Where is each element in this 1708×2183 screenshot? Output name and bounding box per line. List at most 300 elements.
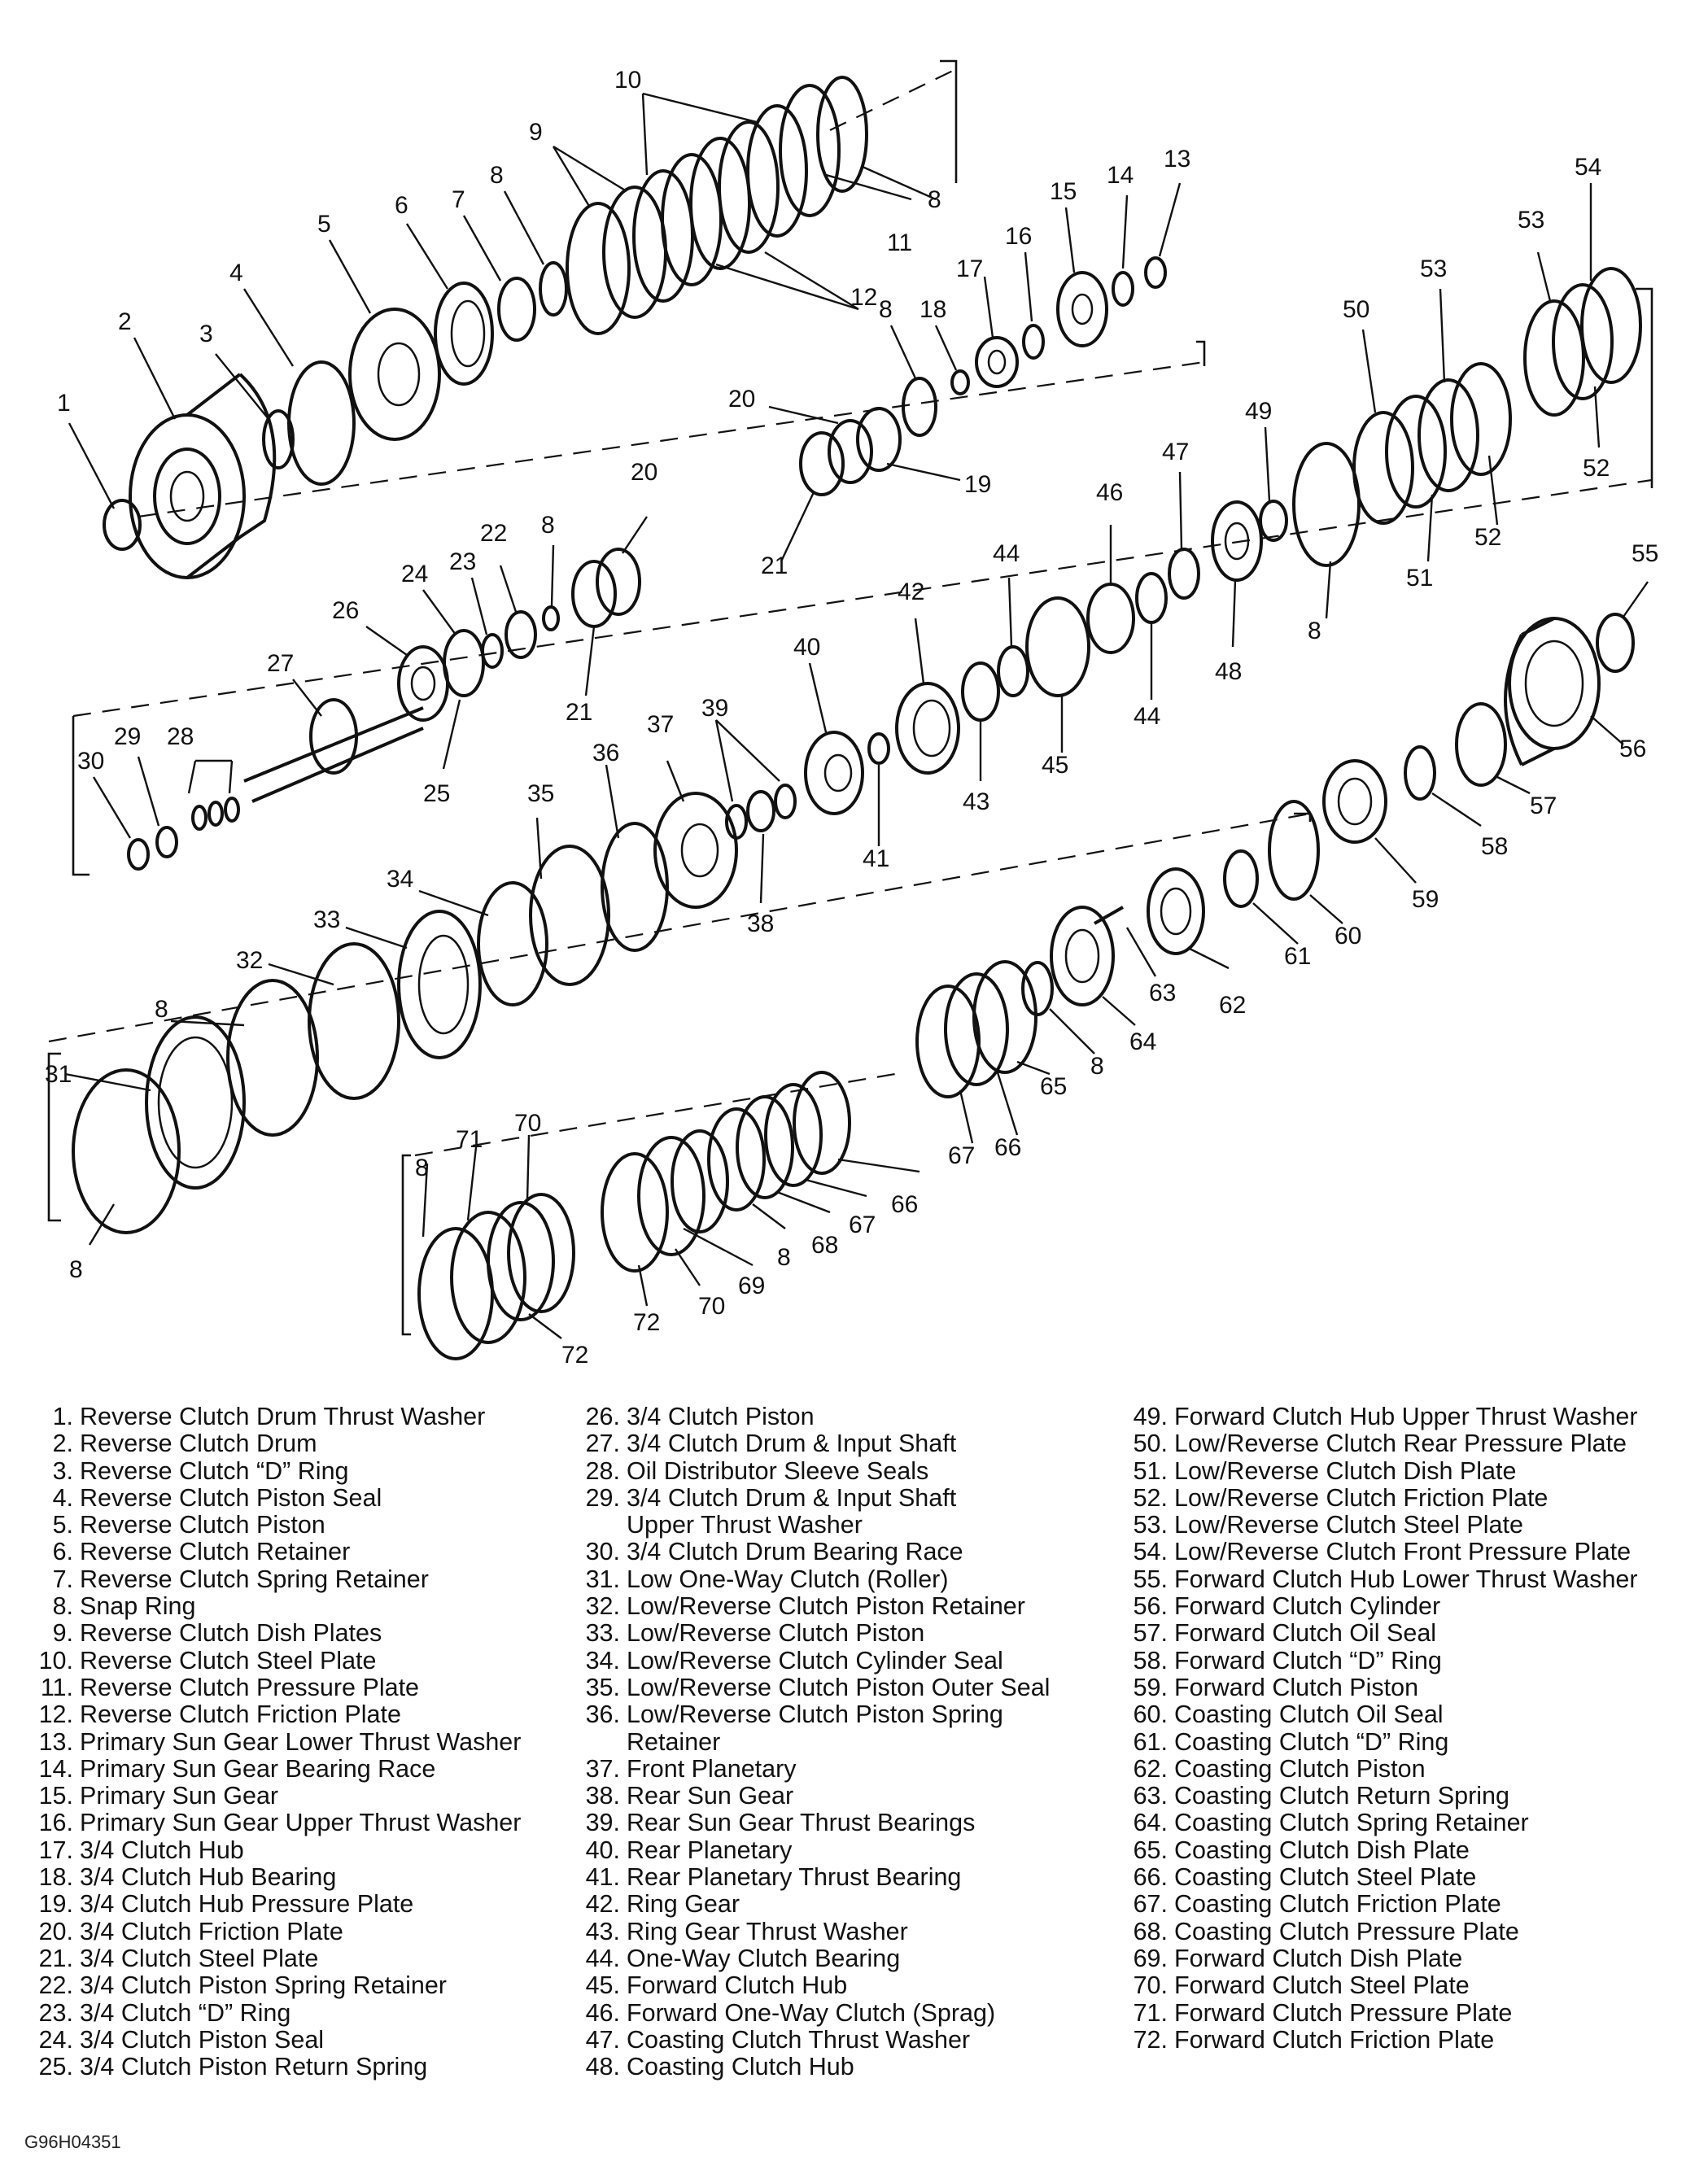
legend-item-number: 60. — [1133, 1701, 1168, 1729]
callout-31: 31 — [45, 1061, 72, 1088]
legend-item — [579, 1891, 1050, 1918]
callout-15: 15 — [1050, 178, 1077, 205]
legend-item-number: 52. — [1133, 1483, 1168, 1512]
legend-item-text: Coasting Clutch Oil Seal — [1174, 1701, 1444, 1729]
part-9-dish-plates — [567, 187, 666, 334]
legend-item-number: 22. — [38, 1971, 73, 2000]
part-5-piston — [350, 309, 439, 439]
legend-item-text: Reverse Clutch Drum — [80, 1430, 317, 1458]
callout-13: 13 — [1164, 146, 1191, 172]
legend-item-text: Low/Reverse Clutch Piston Retainer — [627, 1592, 1025, 1621]
part-48-coasting-hub — [1212, 502, 1261, 580]
callout-labels — [45, 67, 1658, 1369]
callout-69: 69 — [738, 1273, 766, 1299]
callout-68: 68 — [811, 1232, 839, 1259]
callout-39: 39 — [701, 695, 729, 722]
part-64-spring-retainer — [1051, 907, 1113, 1005]
callout-41: 41 — [863, 845, 890, 872]
legend-item — [33, 1539, 521, 1565]
legend-item-number: 13. — [38, 1727, 73, 1756]
legend-item-text: Coasting Clutch Pressure Plate — [1174, 1917, 1519, 1945]
legend-item-number: 48. — [585, 2053, 620, 2081]
legend-item-text: Rear Sun Gear Thrust Bearings — [627, 1809, 976, 1837]
callout-5: 5 — [317, 211, 331, 238]
legend-item — [579, 1485, 1050, 1512]
legend-item-number: 62. — [1133, 1754, 1168, 1783]
callout-33: 33 — [313, 906, 341, 933]
legend-item-number: 49. — [1133, 1403, 1168, 1430]
legend-item — [579, 1458, 1050, 1485]
legend-item-number: 70. — [1133, 1971, 1168, 2000]
callout-36: 36 — [592, 740, 620, 766]
legend-item-number: 10. — [38, 1646, 73, 1674]
part-34-cylinder-seal — [478, 883, 547, 1005]
legend-item-text: Forward Clutch Hub Upper Thrust Washer — [1174, 1403, 1638, 1430]
legend-item — [1127, 1593, 1638, 1620]
part-4-piston-seal — [289, 362, 354, 484]
callout-8-d: 8 — [541, 512, 555, 539]
part-28-seals — [193, 798, 238, 829]
callout-49: 49 — [1245, 398, 1273, 425]
callout-14: 14 — [1107, 162, 1134, 189]
callout-8-g: 8 — [1090, 1053, 1104, 1080]
legend-item-number: 34. — [585, 1646, 620, 1674]
legend-item-text: Reverse Clutch Piston Seal — [80, 1483, 382, 1512]
legend-item — [579, 1783, 1050, 1810]
legend-item-number: 39. — [585, 1809, 620, 1837]
callout-52-a: 52 — [1474, 524, 1502, 551]
legend-item — [33, 1430, 521, 1457]
callout-30: 30 — [77, 748, 105, 775]
part-15-sun-gear — [1058, 273, 1107, 346]
legend-item-text: 3/4 Clutch Piston Return Spring — [80, 2053, 428, 2081]
legend-item — [1127, 1430, 1638, 1457]
part-18-bearing — [952, 371, 968, 394]
legend-item — [33, 1593, 521, 1620]
part-13-washer — [1146, 258, 1165, 287]
callout-11: 11 — [887, 229, 913, 256]
part-6-retainer — [435, 283, 492, 384]
callout-24: 24 — [401, 561, 429, 587]
legend-item-text: Primary Sun Gear Upper Thrust Washer — [80, 1809, 522, 1837]
legend-item-text: Forward Clutch Hub Lower Thrust Washer — [1174, 1565, 1638, 1593]
callout-63: 63 — [1149, 980, 1177, 1006]
callout-2: 2 — [118, 308, 132, 335]
parts — [73, 77, 1640, 1359]
legend-item-text: 3/4 Clutch Hub Bearing — [80, 1863, 337, 1892]
part-24-piston-seal — [444, 631, 483, 696]
legend-item-text: Rear Planetary Thrust Bearing — [627, 1863, 962, 1892]
legend-item-text: Low/Reverse Clutch Dish Plate — [1174, 1456, 1517, 1485]
legend-item-number: 44. — [585, 1944, 620, 1972]
legend-item-number: 30. — [585, 1538, 620, 1566]
legend-item-text: Primary Sun Gear Lower Thrust Washer — [80, 1727, 522, 1756]
callout-62: 62 — [1219, 992, 1247, 1019]
legend-item — [579, 1701, 1050, 1728]
part-7-spring-retainer — [499, 278, 535, 340]
legend-item-number: 55. — [1133, 1565, 1168, 1593]
legend-item-text: Low/Reverse Clutch Steel Plate — [1174, 1511, 1523, 1539]
legend-item-text: Reverse Clutch Steel Plate — [80, 1646, 377, 1674]
legend-item-number: 4. — [52, 1483, 73, 1512]
legend-item — [33, 1783, 521, 1810]
legend-item-number: 3. — [52, 1456, 73, 1485]
callout-60: 60 — [1335, 923, 1362, 950]
callout-66-b: 66 — [891, 1191, 919, 1218]
legend-item-number: 2. — [52, 1430, 73, 1458]
legend-item — [1127, 1620, 1638, 1647]
legend-item — [1127, 1729, 1638, 1756]
legend-item — [1127, 1972, 1638, 1999]
legend-item-text: Coasting Clutch Spring Retainer — [1174, 1809, 1529, 1837]
part-62-coasting-piston — [1148, 869, 1203, 954]
part-23-d-ring — [483, 635, 502, 667]
legend-item-text: Forward Clutch Oil Seal — [1174, 1619, 1437, 1648]
part-37-front-planetary — [655, 793, 736, 907]
legend-item-text: Low/Reverse Clutch Cylinder Seal — [627, 1646, 1003, 1674]
part-49-upper-washer — [1260, 501, 1286, 540]
callout-20-b: 20 — [631, 459, 658, 486]
legend-item — [579, 1864, 1050, 1891]
part-30-race — [129, 840, 148, 869]
legend-item — [1127, 1783, 1638, 1810]
part-45-forward-clutch-hub — [1027, 598, 1089, 696]
legend-item — [33, 1512, 521, 1539]
callout-37: 37 — [647, 711, 675, 738]
legend-item-text: Ring Gear Thrust Washer — [627, 1917, 908, 1945]
callout-45: 45 — [1042, 752, 1069, 779]
callout-26: 26 — [332, 597, 360, 624]
legend-item-number: 7. — [52, 1565, 73, 1593]
legend-item-text: Rear Sun Gear — [627, 1782, 794, 1810]
legend-item — [33, 1485, 521, 1512]
callout-35: 35 — [527, 780, 555, 807]
legend-item — [1127, 2027, 1638, 2054]
callout-70-b: 70 — [514, 1110, 542, 1137]
legend-item-number: 26. — [585, 1403, 620, 1430]
callout-8-b: 8 — [928, 186, 941, 213]
legend-item-text: Reverse Clutch Retainer — [80, 1538, 351, 1566]
legend-item-number: 11. — [40, 1673, 73, 1701]
legend-item — [579, 1756, 1050, 1783]
legend-item-text: Upper Thrust Washer — [627, 1511, 863, 1539]
legend-item-number: 38. — [585, 1782, 620, 1810]
part-33-piston — [399, 911, 480, 1058]
callout-72-b: 72 — [561, 1342, 589, 1369]
part-14-race — [1113, 273, 1133, 305]
callout-8-j: 8 — [69, 1256, 83, 1283]
legend-item-text: Low/Reverse Clutch Front Pressure Plate — [1174, 1538, 1632, 1566]
callout-56: 56 — [1619, 736, 1647, 762]
legend-column-2 — [579, 1404, 1050, 2080]
legend-item-text: Reverse Clutch Dish Plates — [80, 1619, 382, 1648]
legend-item-number: 71. — [1133, 1998, 1168, 2027]
legend-item-number: 35. — [585, 1673, 620, 1701]
legend-item — [1127, 1891, 1638, 1918]
legend-item — [1127, 1756, 1638, 1783]
callout-42: 42 — [898, 578, 925, 605]
legend-item — [579, 1674, 1050, 1701]
legend-item-number: 16. — [38, 1809, 73, 1837]
legend-item-text: Reverse Clutch Drum Thrust Washer — [80, 1403, 486, 1430]
legend-item-text: Rear Planetary — [627, 1836, 793, 1864]
legend-item-number: 65. — [1133, 1836, 1168, 1864]
callout-18: 18 — [920, 296, 947, 323]
callout-66-a: 66 — [994, 1134, 1022, 1161]
legend-item-text: Primary Sun Gear — [80, 1782, 279, 1810]
part-8-snap-ring-coasting — [1023, 963, 1052, 1015]
legend-item — [579, 1729, 1050, 1756]
part-8-snap-ring-large-mid — [228, 980, 317, 1135]
part-52-54-low-reverse-pack-right — [1525, 269, 1640, 415]
leader-lines — [65, 94, 1648, 1338]
part-55-lower-washer — [1597, 614, 1633, 671]
legend-item-text: Oil Distributor Sleeve Seals — [627, 1456, 929, 1485]
callout-7: 7 — [452, 186, 465, 213]
callout-8-h: 8 — [777, 1244, 791, 1271]
part-58-d-ring — [1405, 747, 1435, 799]
callout-58: 58 — [1481, 833, 1509, 860]
legend-item — [579, 1837, 1050, 1864]
legend-item — [1127, 1919, 1638, 1945]
callout-22: 22 — [480, 520, 508, 547]
legend-item-number: 33. — [585, 1619, 620, 1648]
part-11-pressure-plate — [780, 85, 839, 216]
legend-item-text: Reverse Clutch “D” Ring — [80, 1456, 349, 1485]
legend-item — [1127, 1458, 1638, 1485]
legend-item-text: Forward Clutch Hub — [627, 1971, 848, 2000]
legend-item-number: 40. — [585, 1836, 620, 1864]
callout-44-b: 44 — [1134, 703, 1161, 730]
callout-57: 57 — [1530, 792, 1557, 819]
part-27-drum-input-shaft — [244, 700, 423, 801]
callout-50: 50 — [1343, 296, 1370, 323]
legend-item — [1127, 1485, 1638, 1512]
legend-item-number: 47. — [585, 2025, 620, 2054]
legend-item — [33, 1620, 521, 1647]
legend-item — [1127, 1945, 1638, 1972]
callout-27: 27 — [267, 650, 295, 677]
legend-item — [1127, 1648, 1638, 1674]
legend-item — [33, 1756, 521, 1783]
legend-item-number: 1. — [52, 1403, 73, 1430]
callout-72-a: 72 — [633, 1309, 661, 1336]
legend-item-number: 6. — [52, 1538, 73, 1566]
callout-34: 34 — [387, 866, 414, 893]
legend-item — [33, 1810, 521, 1836]
legend-item-number: 51. — [1133, 1456, 1168, 1485]
legend-item — [579, 2027, 1050, 2054]
legend-item-text: Low/Reverse Clutch Piston — [627, 1619, 925, 1648]
legend-item-text: Coasting Clutch Hub — [627, 2053, 854, 2081]
legend-item-text: 3/4 Clutch Hub — [80, 1836, 244, 1864]
legend-item-text: 3/4 Clutch Drum & Input Shaft — [627, 1483, 957, 1512]
legend-item — [33, 1945, 521, 1972]
legend-item — [33, 1458, 521, 1485]
part-47-thrust-washer — [1169, 549, 1199, 598]
part-57-oil-seal — [1457, 704, 1505, 785]
legend-item-text: Forward Clutch Steel Plate — [1174, 1971, 1470, 2000]
legend-item-text: 3/4 Clutch Piston — [627, 1403, 815, 1430]
callout-8-c: 8 — [879, 296, 893, 323]
legend-item-text: 3/4 Clutch Hub Pressure Plate — [80, 1890, 414, 1919]
legend-item-number: 58. — [1133, 1646, 1168, 1674]
callout-52-b: 52 — [1583, 455, 1610, 482]
legend-item — [579, 1593, 1050, 1620]
legend-item-number: 24. — [38, 2025, 73, 2054]
legend-item — [579, 1539, 1050, 1565]
legend-item — [33, 1648, 521, 1674]
legend-item-number: 36. — [585, 1701, 620, 1729]
legend-item-number: 14. — [38, 1754, 73, 1783]
legend-item-text: Forward One-Way Clutch (Sprag) — [627, 1998, 996, 2027]
part-36-spring-retainer — [602, 823, 667, 950]
legend-item-number: 32. — [585, 1592, 620, 1621]
callout-65: 65 — [1040, 1073, 1068, 1100]
legend-item-text: 3/4 Clutch Drum & Input Shaft — [627, 1430, 957, 1458]
legend-item-text: 3/4 Clutch Piston Spring Retainer — [80, 1971, 447, 2000]
legend-item-number: 45. — [585, 1971, 620, 2000]
part-32-piston-retainer — [309, 944, 399, 1098]
legend-item-text: Forward Clutch Dish Plate — [1174, 1944, 1463, 1972]
legend-item-number: 29. — [585, 1483, 620, 1512]
part-46-sprag — [1088, 584, 1134, 653]
legend-item-text: Coasting Clutch Steel Plate — [1174, 1863, 1477, 1892]
callout-64: 64 — [1129, 1028, 1157, 1055]
part-8-snap-ring-large-left — [73, 1070, 179, 1233]
callout-19: 19 — [964, 471, 992, 498]
legend-item — [579, 1972, 1050, 1999]
part-56-forward-clutch-cylinder — [1505, 618, 1599, 765]
callout-67-a: 67 — [948, 1142, 976, 1169]
legend-item-text: Reverse Clutch Friction Plate — [80, 1701, 401, 1729]
callout-21-b: 21 — [566, 699, 593, 726]
part-44-bearing-b — [1137, 574, 1166, 622]
callout-1: 1 — [57, 390, 71, 417]
callout-23: 23 — [449, 548, 477, 575]
legend-item-number: 19. — [38, 1890, 73, 1919]
callout-3: 3 — [199, 321, 213, 347]
figure-id: G96H04351 — [24, 2132, 121, 2152]
legend-item-number: 61. — [1133, 1727, 1168, 1756]
legend-item-number: 69. — [1133, 1944, 1168, 1972]
callout-8-i: 8 — [415, 1155, 429, 1181]
legend-item-text: 3/4 Clutch “D” Ring — [80, 1998, 291, 2027]
callout-40: 40 — [793, 634, 821, 661]
legend-item-number: 15. — [38, 1782, 73, 1810]
legend-item — [33, 1674, 521, 1701]
part-22-spring-retainer — [506, 612, 535, 657]
callout-43: 43 — [963, 788, 990, 815]
legend-item-number: 21. — [38, 1944, 73, 1972]
part-17-hub — [976, 338, 1017, 386]
legend-item — [579, 1404, 1050, 1430]
legend-item — [33, 1919, 521, 1945]
legend-column-3 — [1127, 1404, 1638, 2054]
callout-25: 25 — [423, 780, 451, 807]
callout-10: 10 — [614, 67, 642, 94]
legend-item-number: 56. — [1133, 1592, 1168, 1621]
legend-item — [1127, 1512, 1638, 1539]
legend-item-text: 3/4 Clutch Steel Plate — [80, 1944, 319, 1972]
legend-item-number: 63. — [1133, 1782, 1168, 1810]
legend-item-text: Low/Reverse Clutch Piston Outer Seal — [627, 1673, 1051, 1701]
part-8-snap-ring-mid — [544, 607, 558, 630]
callout-47: 47 — [1162, 439, 1190, 465]
legend-item-text: One-Way Clutch Bearing — [627, 1944, 901, 1972]
legend-item — [1127, 1539, 1638, 1565]
legend-item-text: Low/Reverse Clutch Rear Pressure Plate — [1174, 1430, 1627, 1458]
part-44-bearing-a — [998, 647, 1028, 696]
callout-17: 17 — [956, 255, 984, 282]
legend-item-number: 23. — [38, 1998, 73, 2027]
part-38-rear-sun-gear — [748, 792, 774, 831]
legend-item-text: Low One-Way Clutch (Roller) — [627, 1565, 949, 1593]
legend-item-text: Low/Reverse Clutch Piston Spring — [627, 1701, 1003, 1729]
legend-item — [33, 1729, 521, 1756]
part-29-washer — [157, 827, 177, 857]
legend-item — [579, 1648, 1050, 1674]
legend-item-number: 53. — [1133, 1511, 1168, 1539]
legend-item — [579, 2000, 1050, 2027]
part-41-thrust-bearing — [869, 734, 889, 763]
legend-item-text: Forward Clutch “D” Ring — [1174, 1646, 1442, 1674]
callout-9: 9 — [529, 119, 543, 146]
legend-item — [33, 2000, 521, 2027]
part-20-21-clutch-pack-lower — [573, 549, 640, 627]
legend-item-text: 3/4 Clutch Friction Plate — [80, 1917, 343, 1945]
part-71-72-forward-pack-lower — [419, 1194, 574, 1359]
legend-item — [579, 1810, 1050, 1836]
legend-item-text: Coasting Clutch Dish Plate — [1174, 1836, 1470, 1864]
legend-item-number: 20. — [38, 1917, 73, 1945]
legend-item-text: Low/Reverse Clutch Friction Plate — [1174, 1483, 1549, 1512]
part-8-snap-ring-hub — [903, 378, 936, 435]
legend-item-number: 68. — [1133, 1917, 1168, 1945]
legend-item — [579, 1620, 1050, 1647]
legend-item-number: 28. — [585, 1456, 620, 1485]
legend-item-number: 27. — [585, 1430, 620, 1458]
part-40-rear-planetary — [806, 732, 863, 814]
callout-8-a: 8 — [490, 162, 504, 189]
legend-item-text: Forward Clutch Piston — [1174, 1673, 1419, 1701]
legend-column-1 — [33, 1404, 521, 2080]
legend-item-number: 25. — [38, 2053, 73, 2081]
legend-item — [1127, 2000, 1638, 2027]
legend-item — [33, 1864, 521, 1891]
legend-item-number: 42. — [585, 1890, 620, 1919]
callout-55: 55 — [1632, 540, 1659, 567]
callout-46: 46 — [1096, 479, 1124, 506]
callout-32: 32 — [236, 947, 264, 974]
legend-item — [1127, 1864, 1638, 1891]
legend-item — [579, 1430, 1050, 1457]
legend-item-number — [579, 1512, 620, 1539]
assembly-frame — [49, 61, 1652, 1334]
legend-item-number: 43. — [585, 1917, 620, 1945]
legend-item-text: Forward Clutch Cylinder — [1174, 1592, 1441, 1621]
part-65-67-coasting-pack — [917, 962, 1036, 1097]
legend-item-text: Forward Clutch Friction Plate — [1174, 2025, 1495, 2054]
legend-item-number: 9. — [52, 1619, 73, 1648]
legend-item-text: Coasting Clutch Thrust Washer — [627, 2025, 971, 2054]
legend-item — [1127, 1810, 1638, 1836]
legend-item-number: 67. — [1133, 1890, 1168, 1919]
legend-item-number: 8. — [52, 1592, 73, 1621]
legend-item — [33, 1701, 521, 1728]
legend-item — [1127, 1837, 1638, 1864]
legend-item-text: Retainer — [627, 1727, 721, 1756]
